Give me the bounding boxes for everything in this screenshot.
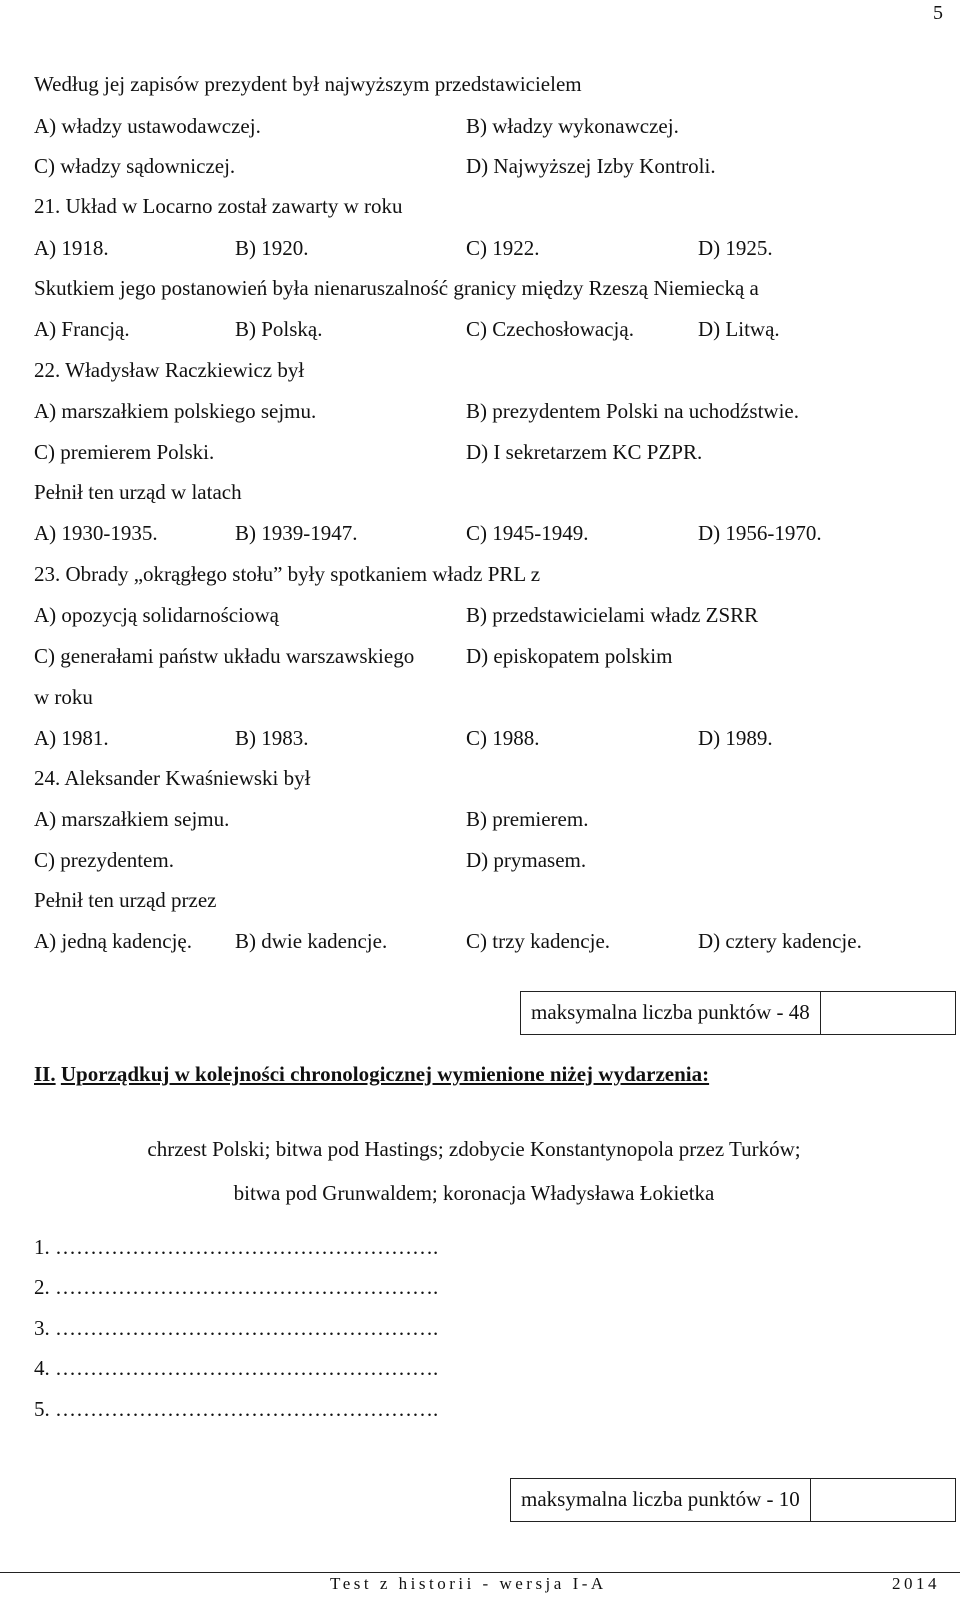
q22-options-2 [34,513,950,553]
answer-line-2[interactable]: 2. ………………………………………………. [34,1275,439,1299]
q24-option-b[interactable]: B) premierem. [466,807,589,831]
q21-option2-a[interactable]: A) Francją. [34,317,130,341]
page-number: 5 [933,2,943,24]
q22-options-row-2 [34,432,950,472]
q21-option2-d[interactable]: D) Litwą. [698,317,780,341]
section-2-instruction: Uporządkuj w kolejności chronologicznej wymienione niżej wydarzenia: [60,1062,710,1086]
q24-stem: 24. Aleksander Kwaśniewski był [34,766,311,790]
events-list-line-1: chrzest Polski; bitwa pod Hastings; zdobycie Konstantynopola przez Turków; [147,1137,801,1161]
q22-option2-b[interactable]: B) 1939-1947. [235,521,358,545]
q24-option-d[interactable]: D) prymasem. [466,848,587,872]
q20-option-a[interactable]: A) władzy ustawodawczej. [34,114,261,138]
q23-option-b[interactable]: B) przedstawicielami władz ZSRR [466,603,759,627]
q23-option-a[interactable]: A) opozycją solidarnościową [34,603,279,627]
q20-stem: Według jej zapisów prezydent był najwyższym przedstawicielem [34,72,582,96]
q21-stem: 21. Układ w Locarno został zawarty w roku [34,194,403,218]
q21-option-a[interactable]: A) 1918. [34,236,109,260]
q21-option-b[interactable]: B) 1920. [235,236,309,260]
q20-options-row-1 [34,106,950,146]
q20-option-b[interactable]: B) władzy wykonawczej. [466,114,679,138]
score-field[interactable] [821,992,955,1034]
section-2-title [34,1062,709,1087]
score-field-2[interactable] [811,1479,955,1521]
q21-option-d[interactable]: D) 1925. [698,236,773,260]
q23-option2-b[interactable]: B) 1983. [235,726,309,750]
q22-option-d[interactable]: D) I sekretarzem KC PZPR. [466,440,703,464]
q20-options-row-2 [34,146,950,186]
events-list-line-2: bitwa pod Grunwaldem; koronacja Władysława Łokietka [233,1181,715,1205]
q22-option-b[interactable]: B) prezydentem Polski na uchodźstwie. [466,399,800,423]
q22-stem: 22. Władysław Raczkiewicz był [34,358,305,382]
q24-option2-d[interactable]: D) cztery kadencje. [698,929,862,953]
q23-option-c[interactable]: C) generałami państw układu warszawskiego [34,644,415,668]
q21-options [34,228,950,268]
q23-option-d[interactable]: D) episkopatem polskim [466,644,673,668]
footer-year: 2014 [892,1574,940,1593]
max-points-label-2: maksymalna liczba punktów - 10 [511,1479,811,1521]
q23-options-row-2 [34,636,950,676]
max-points-label: maksymalna liczba punktów - 48 [521,992,821,1034]
q24-option2-a[interactable]: A) jedną kadencję. [34,929,193,953]
q24-options-2 [34,921,950,961]
footer-title: Test z historii - wersja I-A [330,1574,607,1593]
q23-option2-d[interactable]: D) 1989. [698,726,773,750]
q24-option-a[interactable]: A) marszałkiem sejmu. [34,807,230,831]
q21-option-c[interactable]: C) 1922. [466,236,540,260]
q24-option2-b[interactable]: B) dwie kadencje. [235,929,388,953]
points-box-section-1 [520,991,956,1035]
q22-options-row-1 [34,391,950,431]
q24-options-row-1 [34,799,950,839]
q22-stem-2: Pełnił ten urząd w latach [34,480,242,504]
q22-option-a[interactable]: A) marszałkiem polskiego sejmu. [34,399,317,423]
q20-option-d[interactable]: D) Najwyższej Izby Kontroli. [466,154,716,178]
q22-option2-d[interactable]: D) 1956-1970. [698,521,822,545]
q24-option2-c[interactable]: C) trzy kadencje. [466,929,611,953]
q20-option-c[interactable]: C) władzy sądowniczej. [34,154,236,178]
q24-stem-2: Pełnił ten urząd przez [34,888,217,912]
page-footer [0,1572,960,1597]
q24-option-c[interactable]: C) prezydentem. [34,848,174,872]
answer-line-3[interactable]: 3. ………………………………………………. [34,1316,439,1340]
q21-option2-c[interactable]: C) Czechosłowacją. [466,317,634,341]
section-2-number: II. [34,1062,56,1086]
q21-option2-b[interactable]: B) Polską. [235,317,323,341]
answer-line-5[interactable]: 5. ………………………………………………. [34,1397,439,1421]
q23-options-row-1 [34,595,950,635]
q23-options-2 [34,718,950,758]
q23-stem-2: w roku [34,685,93,709]
q21-options-2 [34,309,950,349]
q23-option2-c[interactable]: C) 1988. [466,726,540,750]
answer-line-4[interactable]: 4. ………………………………………………. [34,1356,439,1380]
q22-option-c[interactable]: C) premierem Polski. [34,440,215,464]
q22-option2-c[interactable]: C) 1945-1949. [466,521,589,545]
q23-option2-a[interactable]: A) 1981. [34,726,109,750]
q21-stem-2: Skutkiem jego postanowień była nienaruszalność granicy między Rzeszą Niemiecką a [34,276,759,300]
q24-options-row-2 [34,840,950,880]
answer-line-1[interactable]: 1. ………………………………………………. [34,1235,439,1259]
points-box-section-2 [510,1478,956,1522]
q22-option2-a[interactable]: A) 1930-1935. [34,521,158,545]
q23-stem: 23. Obrady „okrągłego stołu” były spotkaniem władz PRL z [34,562,541,586]
